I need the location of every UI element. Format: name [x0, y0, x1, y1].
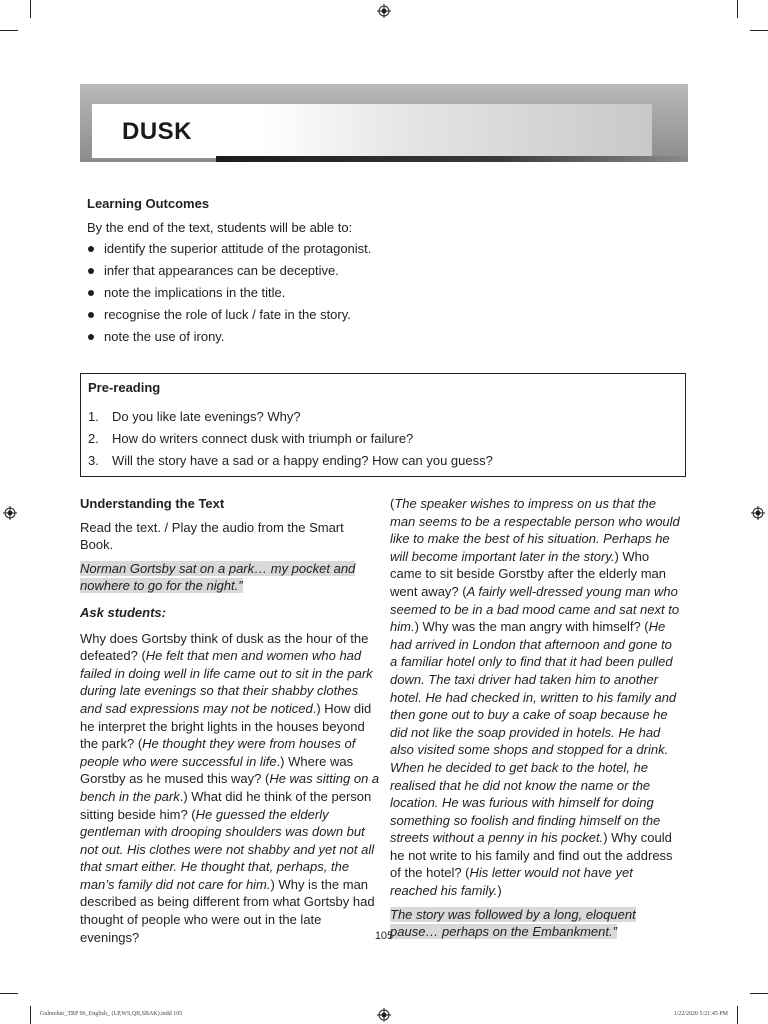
left-body-paragraph — [80, 630, 380, 947]
learning-outcomes-intro: By the end of the text, students will be able to: — [87, 220, 353, 235]
question-text: .) Where was Gorstby as he mused this way? ( — [80, 753, 354, 787]
answer-text: He was sitting on a bench in the park — [80, 771, 380, 804]
answer-text: A fairly well-dressed young man who seemed to be in a bad mood came and sat next to him. — [390, 583, 680, 635]
question-text: ) Who came to sit beside Gorstby after the elderly man went away? ( — [390, 548, 667, 599]
list-item: infer that appearances can be deceptive. — [86, 262, 646, 284]
learning-outcomes-heading: Learning Outcomes — [87, 196, 210, 211]
question-text: Will the story have a sad or a happy ending? How can you guess? — [112, 453, 493, 468]
pre-reading-box — [80, 373, 686, 477]
left-column — [80, 495, 380, 946]
footer-timestamp: 1/22/2020 5:21:45 PM — [673, 1011, 728, 1017]
question-number: 3. — [88, 453, 99, 468]
answer-text: He had arrived in London that afternoon and gone to a familiar hotel only to find that it had been pulled down. The taxi driver had taken him to another hotel. He had checked in, written to his family and then gone out to buy a cake of soap because he did not like the soap provided in hotels. He had also visited some shops and stopped for a drink. When he decided to get back to the hotel, he realised that he did not know the name or the location. He was furious with himself for doing something so foolish and finding himself on the streets without a penny in his pocket. — [390, 619, 677, 846]
question-text: ) Why was the man angry with himself? ( — [414, 619, 649, 635]
answer-text: He thought they were from houses of people who were successful in life — [80, 736, 356, 769]
quote-block — [80, 560, 380, 595]
answer-text: The speaker wishes to impress on us that the man seems to be a respectable person who would like to make the best of his situation. Perhaps he will become important later in the story. — [390, 496, 680, 564]
ask-students-label: Ask students: — [80, 604, 166, 620]
quote-highlight: Norman Gortsby sat on a park… my pocket and nowhere to go for the night.” — [80, 560, 356, 594]
page-title: DUSK — [122, 118, 193, 145]
registration-mark-icon — [377, 1008, 391, 1022]
instruction-text: Read the text. / Play the audio from the Smart Book. — [80, 519, 344, 553]
crop-mark — [0, 30, 18, 31]
right-column — [390, 495, 682, 941]
answer-text: His letter would not have yet reached his family. — [390, 865, 633, 899]
crop-mark — [750, 993, 768, 994]
question-text: How do writers connect dusk with triumph or failure? — [112, 431, 414, 446]
registration-mark-icon — [3, 506, 17, 520]
question-text: ) Why is the man described as being different from what Gortsby had thought of people who were out in the late evenings? — [80, 876, 375, 945]
list-item: recognise the role of luck / fate in the story. — [86, 306, 646, 328]
footer-file-slug: Gulmohar_TRP 06_English_ (LP,WS,QB,SBAK).indd 105 — [40, 1011, 183, 1017]
answer-text: He guessed the elderly gentleman with drooping shoulders was down but not out. His clothes were not shabby and yet not all that smart either. He thought that, perhaps, the man’s family did not care for him. — [80, 806, 375, 892]
crop-mark — [0, 993, 18, 994]
list-item — [88, 452, 493, 474]
learning-outcomes-list — [86, 240, 646, 350]
crop-mark — [30, 0, 31, 18]
answer-text: He felt that men and women who had failed in doing well in life came out to sit in the park during late evenings so that their shabby clothes and sad expressions may not be noticed — [80, 648, 373, 716]
list-item: note the implications in the title. — [86, 284, 646, 306]
title-banner-panel — [92, 104, 652, 158]
question-text: ) Why could he not write to his family and find out the address of the hotel? ( — [390, 830, 673, 881]
question-text: ) — [497, 883, 502, 899]
question-text: Do you like late evenings? Why? — [112, 409, 301, 424]
page-number: 105 — [374, 930, 394, 942]
question-text: Why does Gortsby think of dusk as the hour of the defeated? ( — [80, 630, 369, 664]
title-banner — [80, 84, 688, 162]
question-number: 1. — [88, 409, 99, 424]
question-text: ( — [390, 496, 395, 511]
pre-reading-heading: Pre-reading — [88, 380, 161, 395]
registration-mark-icon — [751, 506, 765, 520]
crop-mark — [30, 1006, 31, 1024]
list-item: note the use of irony. — [86, 328, 646, 350]
crop-mark — [750, 30, 768, 31]
list-item — [88, 430, 493, 452]
question-number: 2. — [88, 431, 99, 446]
crop-mark — [737, 0, 738, 18]
pre-reading-list — [88, 408, 493, 474]
crop-mark — [737, 1006, 738, 1024]
right-body-paragraph — [390, 495, 682, 900]
quote-highlight: The story was followed by a long, eloquent pause… perhaps on the Embankment.” — [390, 906, 636, 940]
question-text: .) What did he think of the person sitting beside him? ( — [80, 788, 372, 822]
list-item: identify the superior attitude of the protagonist. — [86, 240, 646, 262]
title-banner-shade — [216, 156, 688, 162]
question-text: .) How did he interpret the bright lights in the houses beyond the park? ( — [80, 700, 372, 752]
registration-mark-icon — [377, 4, 391, 18]
list-item — [88, 408, 493, 430]
understanding-heading: Understanding the Text — [80, 496, 225, 511]
